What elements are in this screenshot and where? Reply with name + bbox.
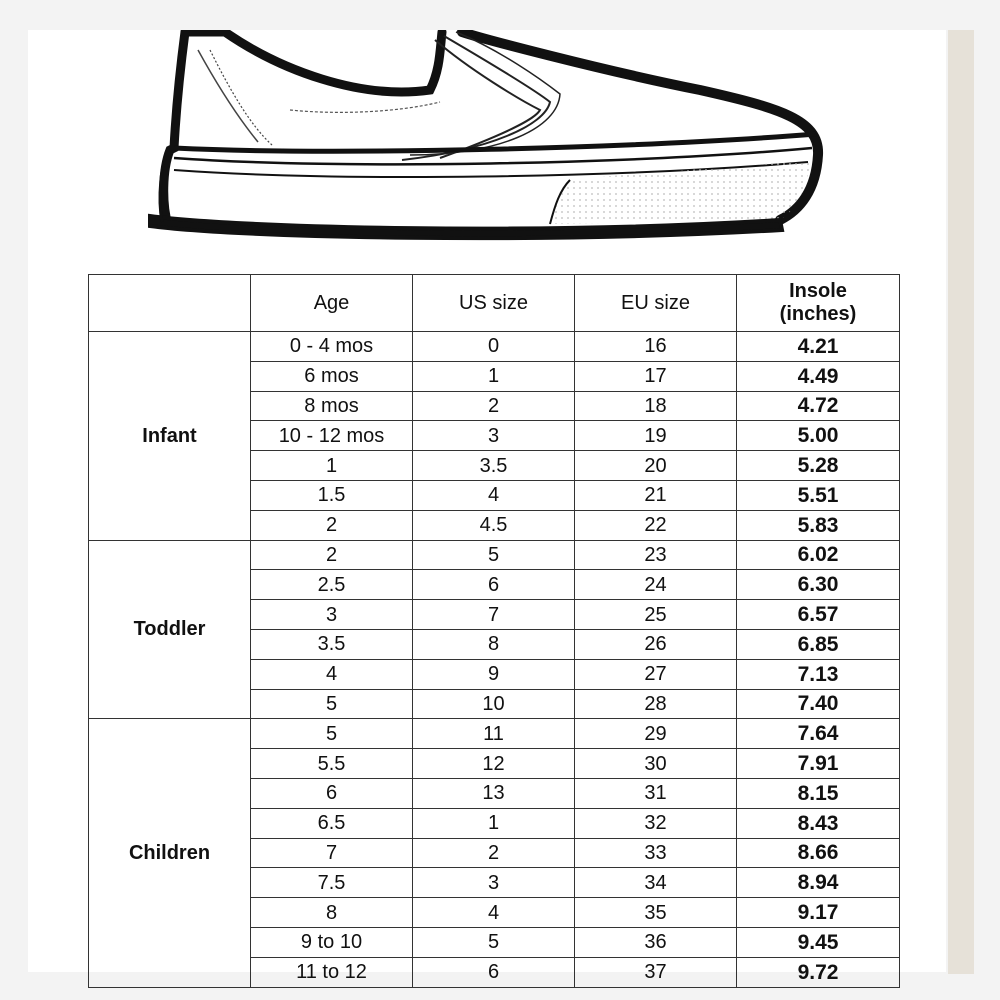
size-chart-body: [89, 332, 900, 988]
age-cell: 7: [251, 838, 413, 868]
eu-size-cell: 34: [575, 868, 737, 898]
side-strip: [948, 30, 974, 974]
us-size-cell: 5: [413, 927, 575, 957]
insole-cell: 7.64: [737, 719, 900, 749]
insole-cell: 8.66: [737, 838, 900, 868]
age-cell: 7.5: [251, 868, 413, 898]
insole-cell: 6.02: [737, 540, 900, 570]
insole-cell: 5.00: [737, 421, 900, 451]
eu-size-cell: 22: [575, 510, 737, 540]
header-row: [89, 275, 900, 332]
age-cell: 3: [251, 600, 413, 630]
age-cell: 11 to 12: [251, 957, 413, 987]
us-size-cell: 5: [413, 540, 575, 570]
age-cell: 2.5: [251, 570, 413, 600]
insole-cell: 4.21: [737, 332, 900, 362]
group-label: Children: [89, 719, 251, 987]
us-size-cell: 4: [413, 480, 575, 510]
eu-size-cell: 23: [575, 540, 737, 570]
table-row: [89, 719, 900, 749]
eu-size-cell: 25: [575, 600, 737, 630]
insole-cell: 7.91: [737, 749, 900, 779]
age-cell: 10 - 12 mos: [251, 421, 413, 451]
us-size-cell: 3: [413, 868, 575, 898]
us-size-cell: 12: [413, 749, 575, 779]
insole-cell: 8.43: [737, 808, 900, 838]
us-size-cell: 3.5: [413, 451, 575, 481]
eu-size-cell: 33: [575, 838, 737, 868]
insole-column-header: [737, 275, 900, 332]
eu-size-cell: 20: [575, 451, 737, 481]
us-size-cell: 2: [413, 838, 575, 868]
insole-cell: 9.17: [737, 898, 900, 928]
eu-size-cell: 17: [575, 361, 737, 391]
age-cell: 0 - 4 mos: [251, 332, 413, 362]
group-label: Toddler: [89, 540, 251, 719]
age-cell: 8: [251, 898, 413, 928]
us-size-cell: 4: [413, 898, 575, 928]
insole-header-line1: Insole: [789, 280, 847, 302]
age-cell: 1: [251, 451, 413, 481]
age-cell: 5.5: [251, 749, 413, 779]
us-size-cell: 6: [413, 957, 575, 987]
insole-cell: 8.94: [737, 868, 900, 898]
insole-header-line2: (inches): [779, 303, 857, 325]
eu-size-cell: 28: [575, 689, 737, 719]
us-size-cell: 2: [413, 391, 575, 421]
us-size-cell: 10: [413, 689, 575, 719]
insole-cell: 4.49: [737, 361, 900, 391]
slip-on-shoe-illustration: [140, 30, 840, 255]
size-chart-table: [88, 274, 900, 988]
eu-size-cell: 30: [575, 749, 737, 779]
age-column-header: Age: [251, 275, 413, 332]
us-size-cell: 7: [413, 600, 575, 630]
us-size-cell: 8: [413, 629, 575, 659]
age-cell: 2: [251, 510, 413, 540]
us-size-cell: 1: [413, 808, 575, 838]
us-size-column-header: US size: [413, 275, 575, 332]
insole-cell: 6.30: [737, 570, 900, 600]
age-cell: 2: [251, 540, 413, 570]
insole-cell: 6.85: [737, 629, 900, 659]
eu-size-cell: 19: [575, 421, 737, 451]
us-size-cell: 6: [413, 570, 575, 600]
us-size-cell: 4.5: [413, 510, 575, 540]
eu-size-cell: 24: [575, 570, 737, 600]
eu-size-cell: 27: [575, 659, 737, 689]
age-cell: 4: [251, 659, 413, 689]
age-cell: 5: [251, 689, 413, 719]
eu-size-cell: 29: [575, 719, 737, 749]
age-cell: 3.5: [251, 629, 413, 659]
eu-size-cell: 37: [575, 957, 737, 987]
group-column-header: [89, 275, 251, 332]
us-size-cell: 13: [413, 778, 575, 808]
insole-cell: 7.40: [737, 689, 900, 719]
age-cell: 9 to 10: [251, 927, 413, 957]
us-size-cell: 9: [413, 659, 575, 689]
eu-size-cell: 31: [575, 778, 737, 808]
group-label: Infant: [89, 332, 251, 541]
eu-size-cell: 36: [575, 927, 737, 957]
age-cell: 8 mos: [251, 391, 413, 421]
eu-size-cell: 32: [575, 808, 737, 838]
age-cell: 6.5: [251, 808, 413, 838]
age-cell: 6 mos: [251, 361, 413, 391]
insole-cell: 9.72: [737, 957, 900, 987]
age-cell: 5: [251, 719, 413, 749]
eu-size-cell: 35: [575, 898, 737, 928]
insole-cell: 5.51: [737, 480, 900, 510]
eu-size-column-header: EU size: [575, 275, 737, 332]
insole-cell: 5.83: [737, 510, 900, 540]
us-size-cell: 1: [413, 361, 575, 391]
insole-cell: 6.57: [737, 600, 900, 630]
us-size-cell: 0: [413, 332, 575, 362]
us-size-cell: 11: [413, 719, 575, 749]
insole-cell: 4.72: [737, 391, 900, 421]
insole-cell: 8.15: [737, 778, 900, 808]
eu-size-cell: 18: [575, 391, 737, 421]
eu-size-cell: 26: [575, 629, 737, 659]
table-row: [89, 540, 900, 570]
eu-size-cell: 21: [575, 480, 737, 510]
table-row: [89, 332, 900, 362]
insole-cell: 9.45: [737, 927, 900, 957]
age-cell: 6: [251, 778, 413, 808]
eu-size-cell: 16: [575, 332, 737, 362]
insole-cell: 5.28: [737, 451, 900, 481]
age-cell: 1.5: [251, 480, 413, 510]
us-size-cell: 3: [413, 421, 575, 451]
insole-cell: 7.13: [737, 659, 900, 689]
